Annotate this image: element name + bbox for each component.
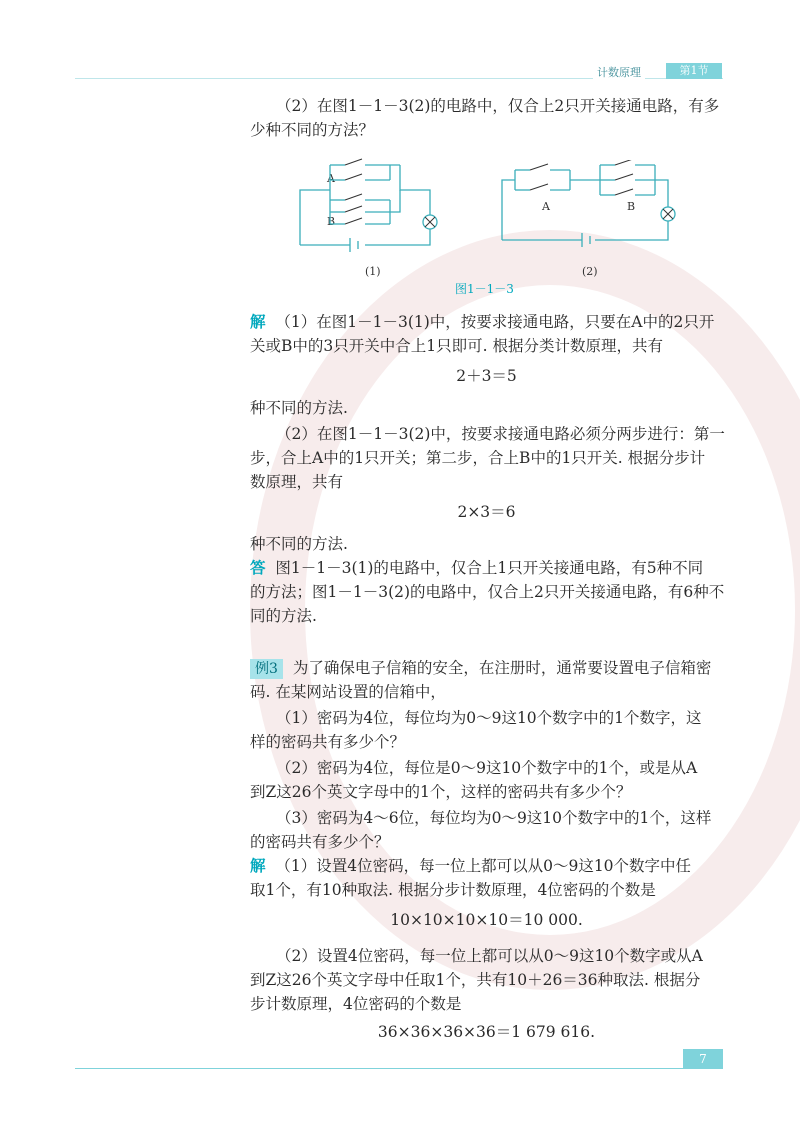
solution-text: （1）在图1－1－3(1)中，按要求接通电路，只要在A中的2只开: [275, 313, 715, 331]
intro-line: （2）在图1－1－3(2)的电路中，仅合上2只开关接通电路，有多: [276, 97, 720, 115]
solution-line: （2）设置4位密码，每一位上都可以从0～9这10个数字或从A: [276, 947, 703, 965]
example-line: （3）密码为4～6位，每位均为0～9这10个数字中的1个，这样: [276, 809, 712, 827]
figure-label-a: A: [327, 172, 335, 185]
solution-line: 到Z这26个英文字母中任取1个，共有10＋26＝36种取法. 根据分: [250, 971, 701, 989]
example-text: 为了确保电子信箱的安全，在注册时，通常要设置电子信箱密: [292, 659, 712, 677]
figure-sub-2: (2): [582, 265, 598, 278]
solution-line: [250, 310, 723, 334]
equation: 2＋3＝5: [456, 367, 517, 385]
answer-text: 图1－1－3(1)的电路中，仅合上1只开关接通电路，有5种不同: [275, 559, 704, 577]
solution-line: （2）在图1－1－3(2)中，按要求接通电路必须分两步进行：第一: [276, 425, 725, 443]
equation: 36×36×36×36＝1 679 616.: [377, 1023, 596, 1041]
circuit-diagram-2: [500, 160, 690, 250]
example-line: [250, 656, 723, 680]
example-line: 码. 在某网站设置的信箱中，: [250, 683, 446, 701]
example-line: 到Z这26个英文字母中的1个，这样的密码共有多少个？: [250, 783, 632, 801]
example-line: 的密码共有多少个？: [250, 833, 390, 851]
answer-line: 同的方法.: [250, 607, 317, 625]
solution-tag: 解: [250, 312, 266, 331]
solution-line: 步，合上A中的1只开关；第二步，合上B中的1只开关. 根据分步计: [250, 449, 706, 467]
solution-line: 种不同的方法.: [250, 399, 348, 417]
running-header-chapter: 计数原理: [593, 64, 645, 80]
figure-label-b: B: [627, 200, 636, 213]
intro-line: 少种不同的方法？: [250, 121, 375, 139]
solution-line: 种不同的方法.: [250, 535, 348, 553]
figure-label-a: A: [542, 200, 550, 213]
solution-text: （1）设置4位密码，每一位上都可以从0～9这10个数字中任: [275, 857, 692, 875]
equation: 2×3＝6: [457, 503, 516, 521]
solution-line: 步计数原理，4位密码的个数是: [250, 995, 462, 1013]
example-line: 样的密码共有多少个？: [250, 733, 406, 751]
answer-line: 的方法；图1－1－3(2)的电路中，仅合上2只开关接通电路，有6种不: [250, 583, 725, 601]
example-tag: 例3: [250, 659, 283, 679]
figure-sub-1: (1): [365, 265, 381, 278]
circuit-diagram-1: [290, 150, 460, 260]
answer-line: [250, 556, 723, 580]
solution-line: 取1个，有10种取法. 根据分步计数原理，4位密码的个数是: [250, 881, 656, 899]
example-line: （1）密码为4位，每位均为0～9这10个数字中的1个数字，这: [276, 709, 702, 727]
example-line: （2）密码为4位，每位是0～9这10个数字中的1个，或是从A: [276, 759, 698, 777]
figure-title: 图1－1－3: [455, 282, 514, 296]
equation: 10×10×10×10＝10 000.: [390, 911, 583, 929]
solution-line: 数原理，共有: [250, 473, 344, 491]
page-number: 7: [683, 1049, 723, 1069]
figure-label-b: B: [327, 215, 336, 228]
answer-tag: 答: [250, 558, 266, 577]
solution-line: [250, 854, 723, 878]
running-header-section: 第1节: [666, 63, 722, 79]
footer-rule: [75, 1068, 723, 1069]
solution-line: 关或B中的3只开关中合上1只即可. 根据分类计数原理，共有: [250, 337, 663, 355]
solution-tag: 解: [250, 856, 266, 875]
